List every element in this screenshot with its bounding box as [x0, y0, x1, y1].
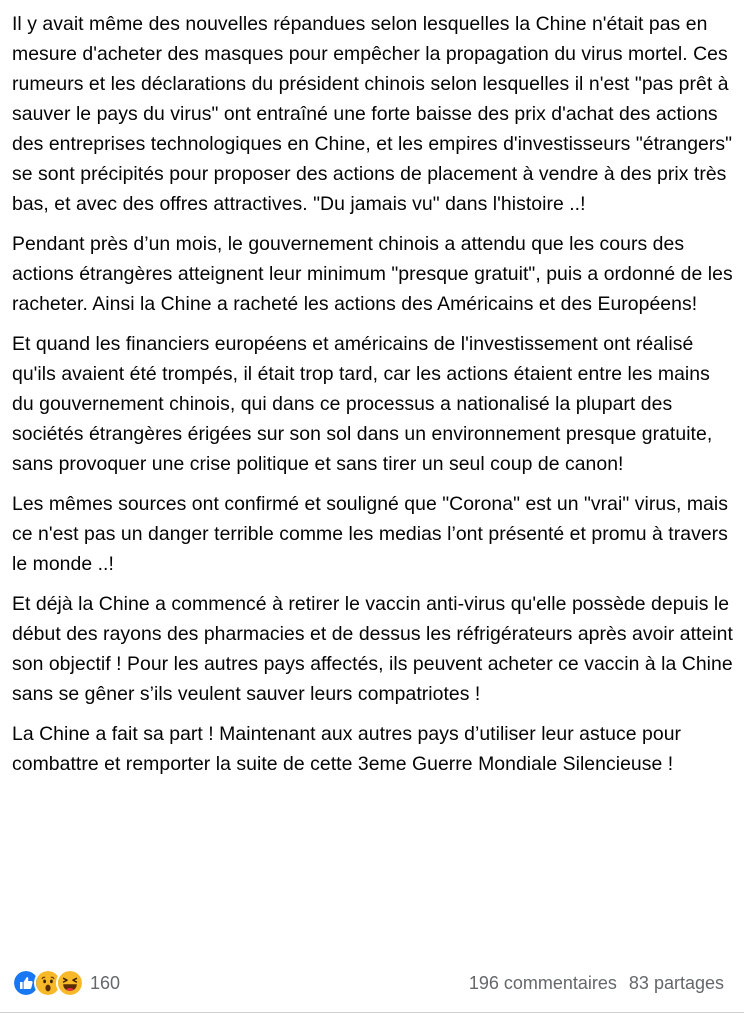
post-paragraph-1: Il y avait même des nouvelles répandues selon lesquelles la Chine n'était pas en mesure d'acheter des masques pour empêcher la propagation du virus mortel. Ces rumeurs et les déclarations du président chinois selon lesquelles il n'est "pas prêt à sauver le pays du virus" ont entraîné une forte baisse des prix d'achat des actions des entreprises technologiques en Chine, et les empires d'investisseurs "étrangers" se sont précipités pour proposer des actions de placement à vendre à des prix très bas, et avec des offres attractives. "Du jamais vu" dans l'histoire ..! — [12, 13, 733, 215]
post-paragraph-6: La Chine a fait sa part ! Maintenant aux autres pays d’utiliser leur astuce pour combattre et remporter la suite de cette 3eme Guerre Mondiale Silencieuse ! — [12, 723, 682, 775]
comments-count-link[interactable]: 196 commentaires — [468, 972, 617, 993]
post-paragraph-2: Pendant près d’un mois, le gouvernement chinois a attendu que les cours des actions étrangères atteignent leur minimum "presque gratuit", puis a ordonné de les racheter. Ainsi la Chine a racheté les actions des Américains et des Européens! — [12, 233, 733, 315]
post-paragraph-3: Et quand les financiers européens et américains de l'investissement ont réalisé qu'ils avaient été trompés, il était trop tard, car les actions étaient entre les mains du gouvernement chinois, qui dans ce processus a nationalisé la plupart des sociétés étrangères érigées sur son sol dans un environnement presque gratuite, sans provoquer une crise politique et sans tirer un seul coup de canon! — [12, 333, 713, 475]
shares-count-link[interactable]: 83 partages — [628, 972, 724, 993]
post-footer — [12, 966, 724, 1000]
reactions-summary[interactable] — [12, 969, 120, 997]
post-text — [12, 9, 734, 789]
footer-divider — [0, 1012, 744, 1013]
post-paragraph-5: Et déjà la Chine a commencé à retirer le vaccin anti-virus qu'elle possède depuis le début des rayons des pharmacies et de dessus les réfrigérateurs après avoir atteint son objectif ! Pour les autres pays affectés, ils peuvent acheter ce vaccin à la Chine sans se gêner s’ils veulent sauver leurs compatriotes ! — [12, 593, 733, 705]
reaction-icons — [12, 969, 84, 997]
reaction-count: 160 — [90, 972, 121, 993]
post-paragraph-4: Les mêmes sources ont confirmé et souligné que "Corona" est un "vrai" virus, mais ce n'est pas un danger terrible comme les medias l’ont présenté et promu à travers le monde ..! — [12, 493, 728, 575]
haha-icon — [56, 969, 84, 997]
post-stats — [469, 973, 724, 994]
